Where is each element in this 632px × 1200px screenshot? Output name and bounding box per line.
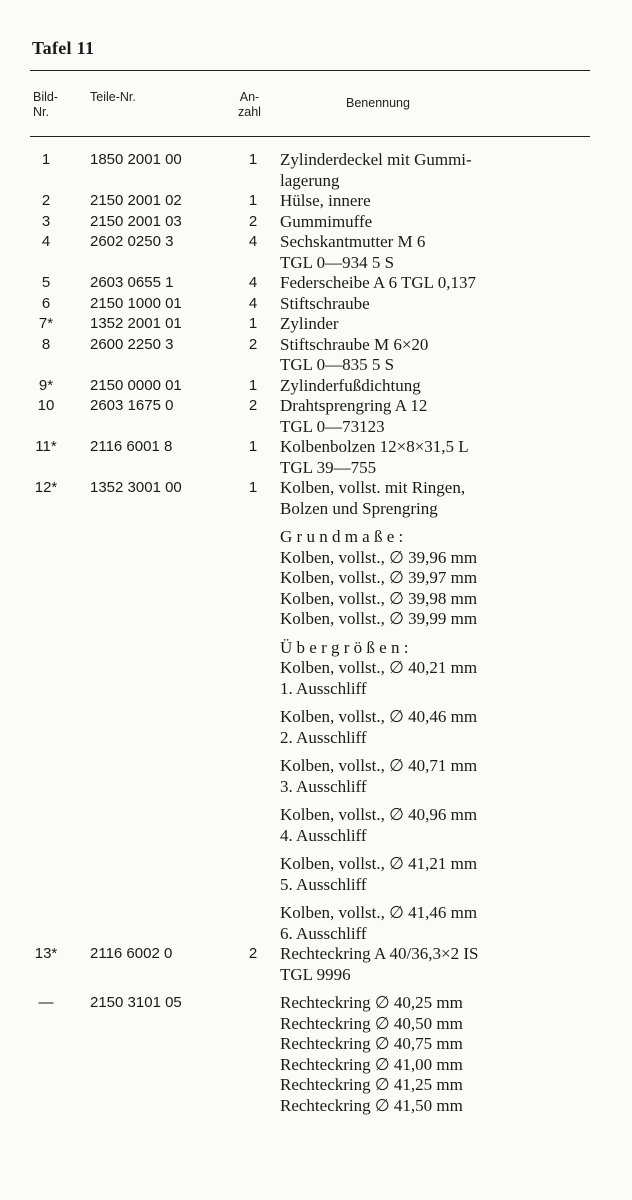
column-header-bild-nr: Bild- Nr. — [33, 90, 59, 119]
cell-teile-nr: 1352 3001 00 — [90, 479, 182, 496]
cell-teile-nr: 2150 0000 01 — [90, 376, 182, 394]
table-row — [0, 150, 632, 191]
table-row — [0, 376, 632, 397]
cell-benennung: Kolben, vollst., ∅ 41,46 mm 6. Ausschliff — [280, 903, 478, 943]
cell-bild-nr: 12* — [34, 479, 58, 496]
cell-bild-nr: 11* — [35, 438, 57, 455]
cell-teile-nr: 2150 1000 01 — [90, 294, 182, 312]
cell-teile-nr: 2603 1675 0 — [90, 397, 174, 414]
cell-bild-nr: 9* — [38, 376, 54, 394]
cell-bild-nr: 13* — [34, 945, 58, 962]
cell-bild-nr: 3 — [41, 212, 51, 230]
table-row — [0, 707, 632, 748]
cell-bild-nr: 1 — [41, 151, 51, 168]
table-row — [0, 756, 632, 797]
cell-benennung: Gummimuffe — [280, 211, 373, 231]
cell-teile-nr: 2150 2001 03 — [90, 212, 182, 230]
cell-teile-nr: 2602 0250 3 — [90, 233, 174, 250]
cell-benennung: G r u n d m a ß e : Kolben, vollst., ∅ 39,96 mm Kolben, vollst., ∅ 39,97 mm Kolben, vollst., ∅ 39,98 mm Kolben, vollst., ∅ 39,99 mm — [280, 527, 478, 628]
row-spacer — [0, 519, 632, 527]
table-row — [0, 314, 632, 335]
cell-bild-nr: 2 — [41, 192, 51, 209]
table-row — [0, 527, 632, 630]
table-row — [0, 478, 632, 519]
page-title: Tafel 11 — [32, 38, 95, 58]
cell-bild-nr: 8 — [41, 335, 51, 353]
row-spacer — [0, 699, 632, 707]
parts-table-body — [0, 150, 632, 1116]
cell-teile-nr: 1352 2001 01 — [90, 315, 182, 332]
cell-anzahl: 1 — [248, 376, 258, 394]
cell-bild-nr: 5 — [41, 274, 51, 291]
row-spacer — [0, 895, 632, 903]
table-row — [0, 396, 632, 437]
cell-benennung: Hülse, innere — [280, 191, 371, 210]
table-row — [0, 335, 632, 376]
cell-anzahl: 2 — [248, 397, 258, 414]
cell-bild-nr: 10 — [37, 397, 55, 414]
cell-benennung: Kolben, vollst., ∅ 40,46 mm 2. Ausschliff — [280, 707, 478, 747]
cell-anzahl: 1 — [248, 192, 258, 209]
row-spacer — [0, 630, 632, 638]
cell-bild-nr: — — [38, 994, 54, 1011]
table-row — [0, 437, 632, 478]
cell-benennung: Zylinderdeckel mit Gummi- lagerung — [280, 150, 472, 190]
column-header-anzahl: An- zahl — [238, 90, 261, 119]
cell-benennung: Zylinderfußdichtung — [280, 375, 421, 395]
cell-benennung: Drahtsprengring A 12 TGL 0—73123 — [280, 396, 428, 436]
row-spacer — [0, 748, 632, 756]
cell-benennung: Kolben, vollst., ∅ 41,21 mm 5. Ausschliff — [280, 854, 478, 894]
cell-anzahl: 2 — [248, 212, 258, 230]
header-top-rule — [30, 70, 590, 71]
cell-teile-nr: 2150 3101 05 — [90, 994, 182, 1011]
cell-benennung: Stiftschraube M 6×20 TGL 0—835 5 S — [280, 334, 429, 374]
table-row — [0, 212, 632, 233]
cell-benennung: Kolben, vollst. mit Ringen, Bolzen und Sprengring — [280, 478, 466, 518]
table-row — [0, 191, 632, 212]
cell-teile-nr: 2116 6001 8 — [90, 438, 173, 455]
cell-benennung: Federscheibe A 6 TGL 0,137 — [280, 273, 476, 292]
cell-benennung: Rechteckring ∅ 40,25 mm Rechteckring ∅ 40,50 mm Rechteckring ∅ 40,75 mm Rechteckring ∅ 41,00 mm Rechteckring ∅ 41,25 mm Rechteckring ∅ 41,50 mm — [280, 993, 463, 1115]
table-row — [0, 294, 632, 315]
cell-teile-nr: 2603 0655 1 — [90, 274, 174, 291]
cell-teile-nr: 2116 6002 0 — [90, 945, 173, 962]
cell-teile-nr: 1850 2001 00 — [90, 151, 182, 168]
cell-anzahl: 1 — [248, 438, 258, 455]
cell-anzahl: 1 — [248, 151, 258, 168]
cell-anzahl: 1 — [248, 479, 258, 496]
cell-benennung: Ü b e r g r ö ß e n : Kolben, vollst., ∅ 40,21 mm 1. Ausschliff — [280, 637, 478, 698]
cell-benennung: Kolben, vollst., ∅ 40,96 mm 4. Ausschliff — [280, 805, 478, 845]
column-header-teile-nr: Teile-Nr. — [90, 90, 136, 104]
cell-anzahl: 4 — [248, 274, 258, 291]
cell-anzahl: 4 — [248, 294, 258, 312]
cell-benennung: Stiftschraube — [280, 293, 370, 313]
cell-benennung: Zylinder — [280, 314, 339, 333]
cell-anzahl: 2 — [248, 945, 258, 962]
cell-bild-nr: 4 — [41, 233, 51, 250]
table-row — [0, 805, 632, 846]
cell-anzahl: 1 — [248, 315, 258, 332]
row-spacer — [0, 846, 632, 854]
column-header-benennung: Benennung — [346, 96, 410, 110]
table-row — [0, 638, 632, 700]
cell-bild-nr: 7* — [38, 315, 54, 332]
cell-anzahl: 2 — [248, 335, 258, 353]
table-row — [0, 944, 632, 985]
cell-benennung: Kolben, vollst., ∅ 40,71 mm 3. Ausschliff — [280, 756, 478, 796]
table-row — [0, 903, 632, 944]
cell-teile-nr: 2600 2250 3 — [90, 335, 174, 353]
cell-benennung: Kolbenbolzen 12×8×31,5 L TGL 39—755 — [280, 437, 469, 477]
header-bottom-rule — [30, 136, 590, 137]
table-row — [0, 993, 632, 1116]
cell-benennung: Rechteckring A 40/36,3×2 IS TGL 9996 — [280, 944, 479, 984]
table-row — [0, 273, 632, 294]
row-spacer — [0, 985, 632, 993]
table-row — [0, 854, 632, 895]
row-spacer — [0, 797, 632, 805]
cell-teile-nr: 2150 2001 02 — [90, 192, 182, 209]
cell-bild-nr: 6 — [41, 294, 51, 312]
cell-anzahl: 4 — [248, 233, 258, 250]
cell-benennung: Sechskantmutter M 6 TGL 0—934 5 S — [280, 232, 426, 272]
table-row — [0, 232, 632, 273]
